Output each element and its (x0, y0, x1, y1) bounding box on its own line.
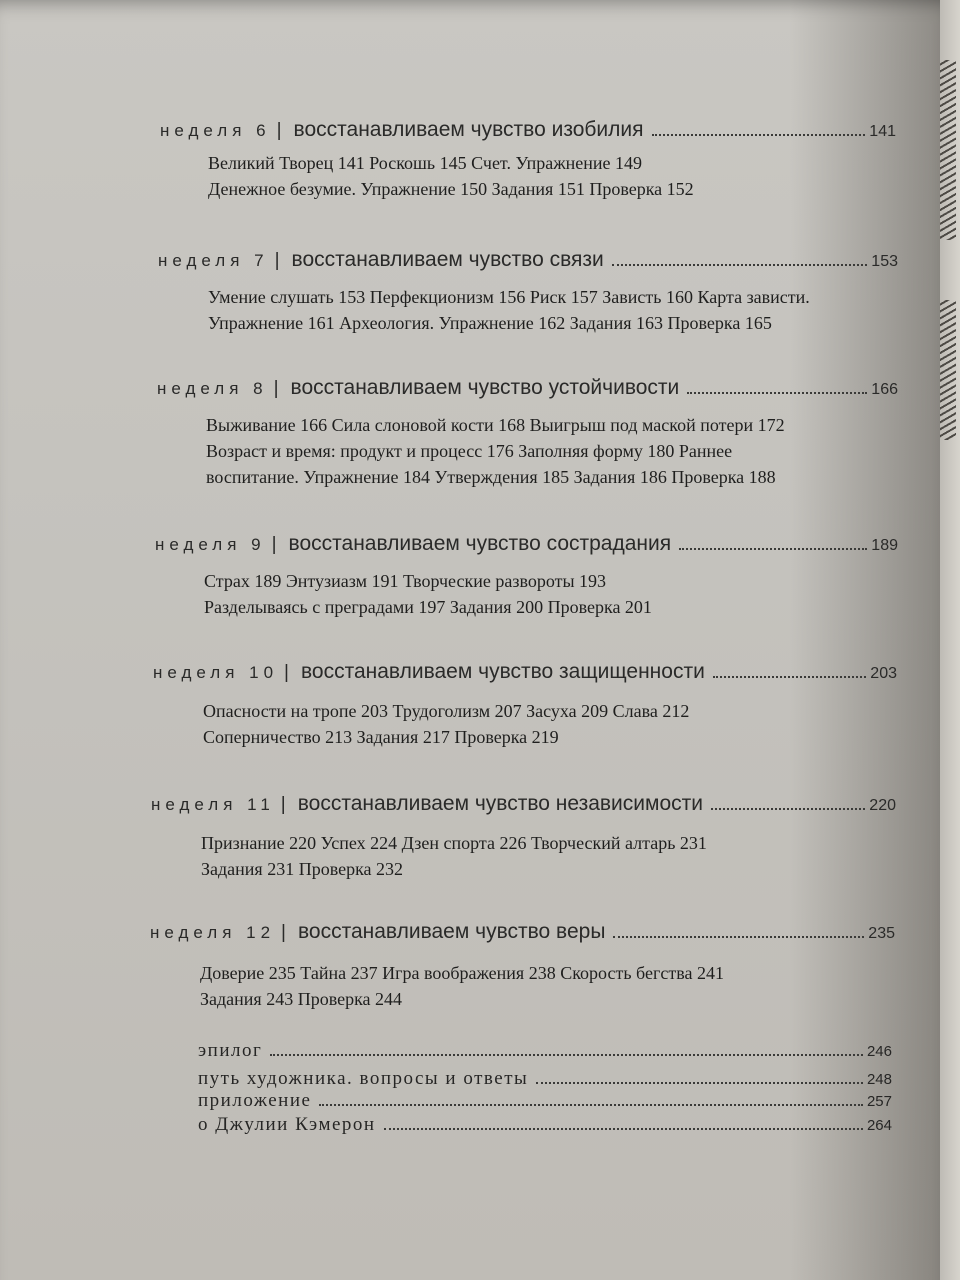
entry-line: Задания 243 Проверка 244 (200, 989, 403, 1009)
toc-week-heading (153, 660, 897, 684)
week-title: восстанавливаем чувство защищенности (300, 660, 705, 683)
back-matter-title: о Джулии Кэмерон (198, 1114, 376, 1135)
page-edge-marks (938, 300, 956, 440)
week-title: восстанавливаем чувство устойчивости (290, 376, 680, 399)
entry-line: Упражнение 161 Археология. Упражнение 162 Задания 163 Проверка 165 (208, 313, 772, 333)
dot-leader (270, 1054, 863, 1056)
entry-line: Умение слушать 153 Перфекционизм 156 Риск 157 Зависть 160 Карта зависти. (208, 287, 810, 307)
entry-line: Доверие 235 Тайна 237 Игра воображения 238 Скорость бегства 241 (200, 963, 724, 983)
toc-entries (200, 960, 724, 1012)
page-number: 189 (871, 537, 898, 554)
entry-line: Соперничество 213 Задания 217 Проверка 219 (203, 727, 559, 747)
entry-line: Страх 189 Энтузиазм 191 Творческие развороты 193 (204, 571, 607, 591)
dot-leader (652, 134, 866, 136)
entry-line: Признание 220 Успех 224 Дзен спорта 226 Творческий алтарь 231 (201, 833, 707, 853)
dot-leader (319, 1104, 863, 1106)
separator-bar: | (273, 378, 279, 399)
week-title: восстанавливаем чувство изобилия (293, 118, 644, 141)
week-number: неделя 8 (157, 379, 268, 398)
entry-line: воспитание. Упражнение 184 Утверждения 185 Задания 186 Проверка 188 (206, 467, 776, 487)
entry-line: Опасности на тропе 203 Трудоголизм 207 Засуха 209 Слава 212 (203, 701, 690, 721)
toc-week-heading (160, 118, 896, 142)
separator-bar: | (281, 922, 286, 943)
week-number: неделя 12 (150, 923, 276, 942)
dot-leader (679, 548, 867, 550)
page-number: 153 (871, 253, 898, 270)
page-number: 257 (866, 1093, 892, 1110)
week-number: неделя 6 (160, 121, 271, 140)
toc-entries (204, 568, 652, 620)
entry-line: Возраст и время: продукт и процесс 176 Заполняя форму 180 Раннее (206, 441, 733, 461)
toc-back-matter-item (198, 1114, 892, 1136)
week-title: восстанавливаем чувство независимости (297, 792, 703, 815)
dot-leader (536, 1082, 863, 1084)
dot-leader (711, 808, 865, 810)
back-matter-title: путь художника. вопросы и ответы (198, 1068, 529, 1089)
entry-line: Денежное безумие. Упражнение 150 Задания 151 Проверка 152 (208, 179, 694, 199)
entry-line: Разделываясь с преградами 197 Задания 200 Проверка 201 (204, 597, 652, 617)
toc-week-heading (150, 920, 895, 944)
page-number: 203 (870, 665, 897, 682)
page-number: 264 (866, 1117, 892, 1134)
separator-bar: | (276, 120, 282, 141)
page-number: 141 (869, 123, 896, 140)
week-number: неделя 10 (153, 663, 279, 682)
entry-line: Задания 231 Проверка 232 (201, 859, 404, 879)
dot-leader (687, 392, 867, 394)
page-number: 220 (869, 797, 896, 814)
week-title: восстанавливаем чувство сострадания (288, 532, 672, 555)
week-title: восстанавливаем чувство веры (297, 920, 606, 943)
toc-back-matter-item (198, 1040, 892, 1062)
page-number: 235 (868, 925, 895, 942)
separator-bar: | (280, 794, 286, 815)
separator-bar: | (284, 662, 289, 683)
page-number: 246 (866, 1043, 892, 1060)
toc-week-heading (158, 248, 898, 272)
page-number: 166 (871, 381, 898, 398)
page-edge-marks (938, 60, 956, 240)
toc-week-heading (155, 532, 898, 556)
toc-entries (201, 830, 707, 882)
toc-back-matter-item (198, 1090, 892, 1112)
dot-leader (612, 264, 868, 266)
separator-bar: | (271, 534, 277, 555)
toc-entries (208, 284, 810, 336)
toc-entries (208, 150, 694, 202)
entry-line: Великий Творец 141 Роскошь 145 Счет. Упражнение 149 (208, 153, 643, 173)
toc-entries (206, 412, 785, 490)
week-number: неделя 11 (151, 795, 275, 814)
dot-leader (713, 676, 866, 678)
toc-back-matter-item (198, 1068, 892, 1090)
week-title: восстанавливаем чувство связи (291, 248, 604, 271)
dot-leader (384, 1128, 863, 1130)
page-number: 248 (866, 1071, 892, 1088)
back-matter-title: эпилог (198, 1040, 263, 1061)
toc-week-heading (151, 792, 896, 816)
toc-entries (203, 698, 689, 750)
separator-bar: | (274, 250, 280, 271)
week-number: неделя 7 (158, 251, 269, 270)
entry-line: Выживание 166 Сила слоновой кости 168 Выигрыш под маской потери 172 (206, 415, 785, 435)
back-matter-title: приложение (198, 1090, 312, 1111)
week-number: неделя 9 (155, 535, 266, 554)
dot-leader (613, 936, 864, 938)
toc-week-heading (157, 376, 898, 400)
